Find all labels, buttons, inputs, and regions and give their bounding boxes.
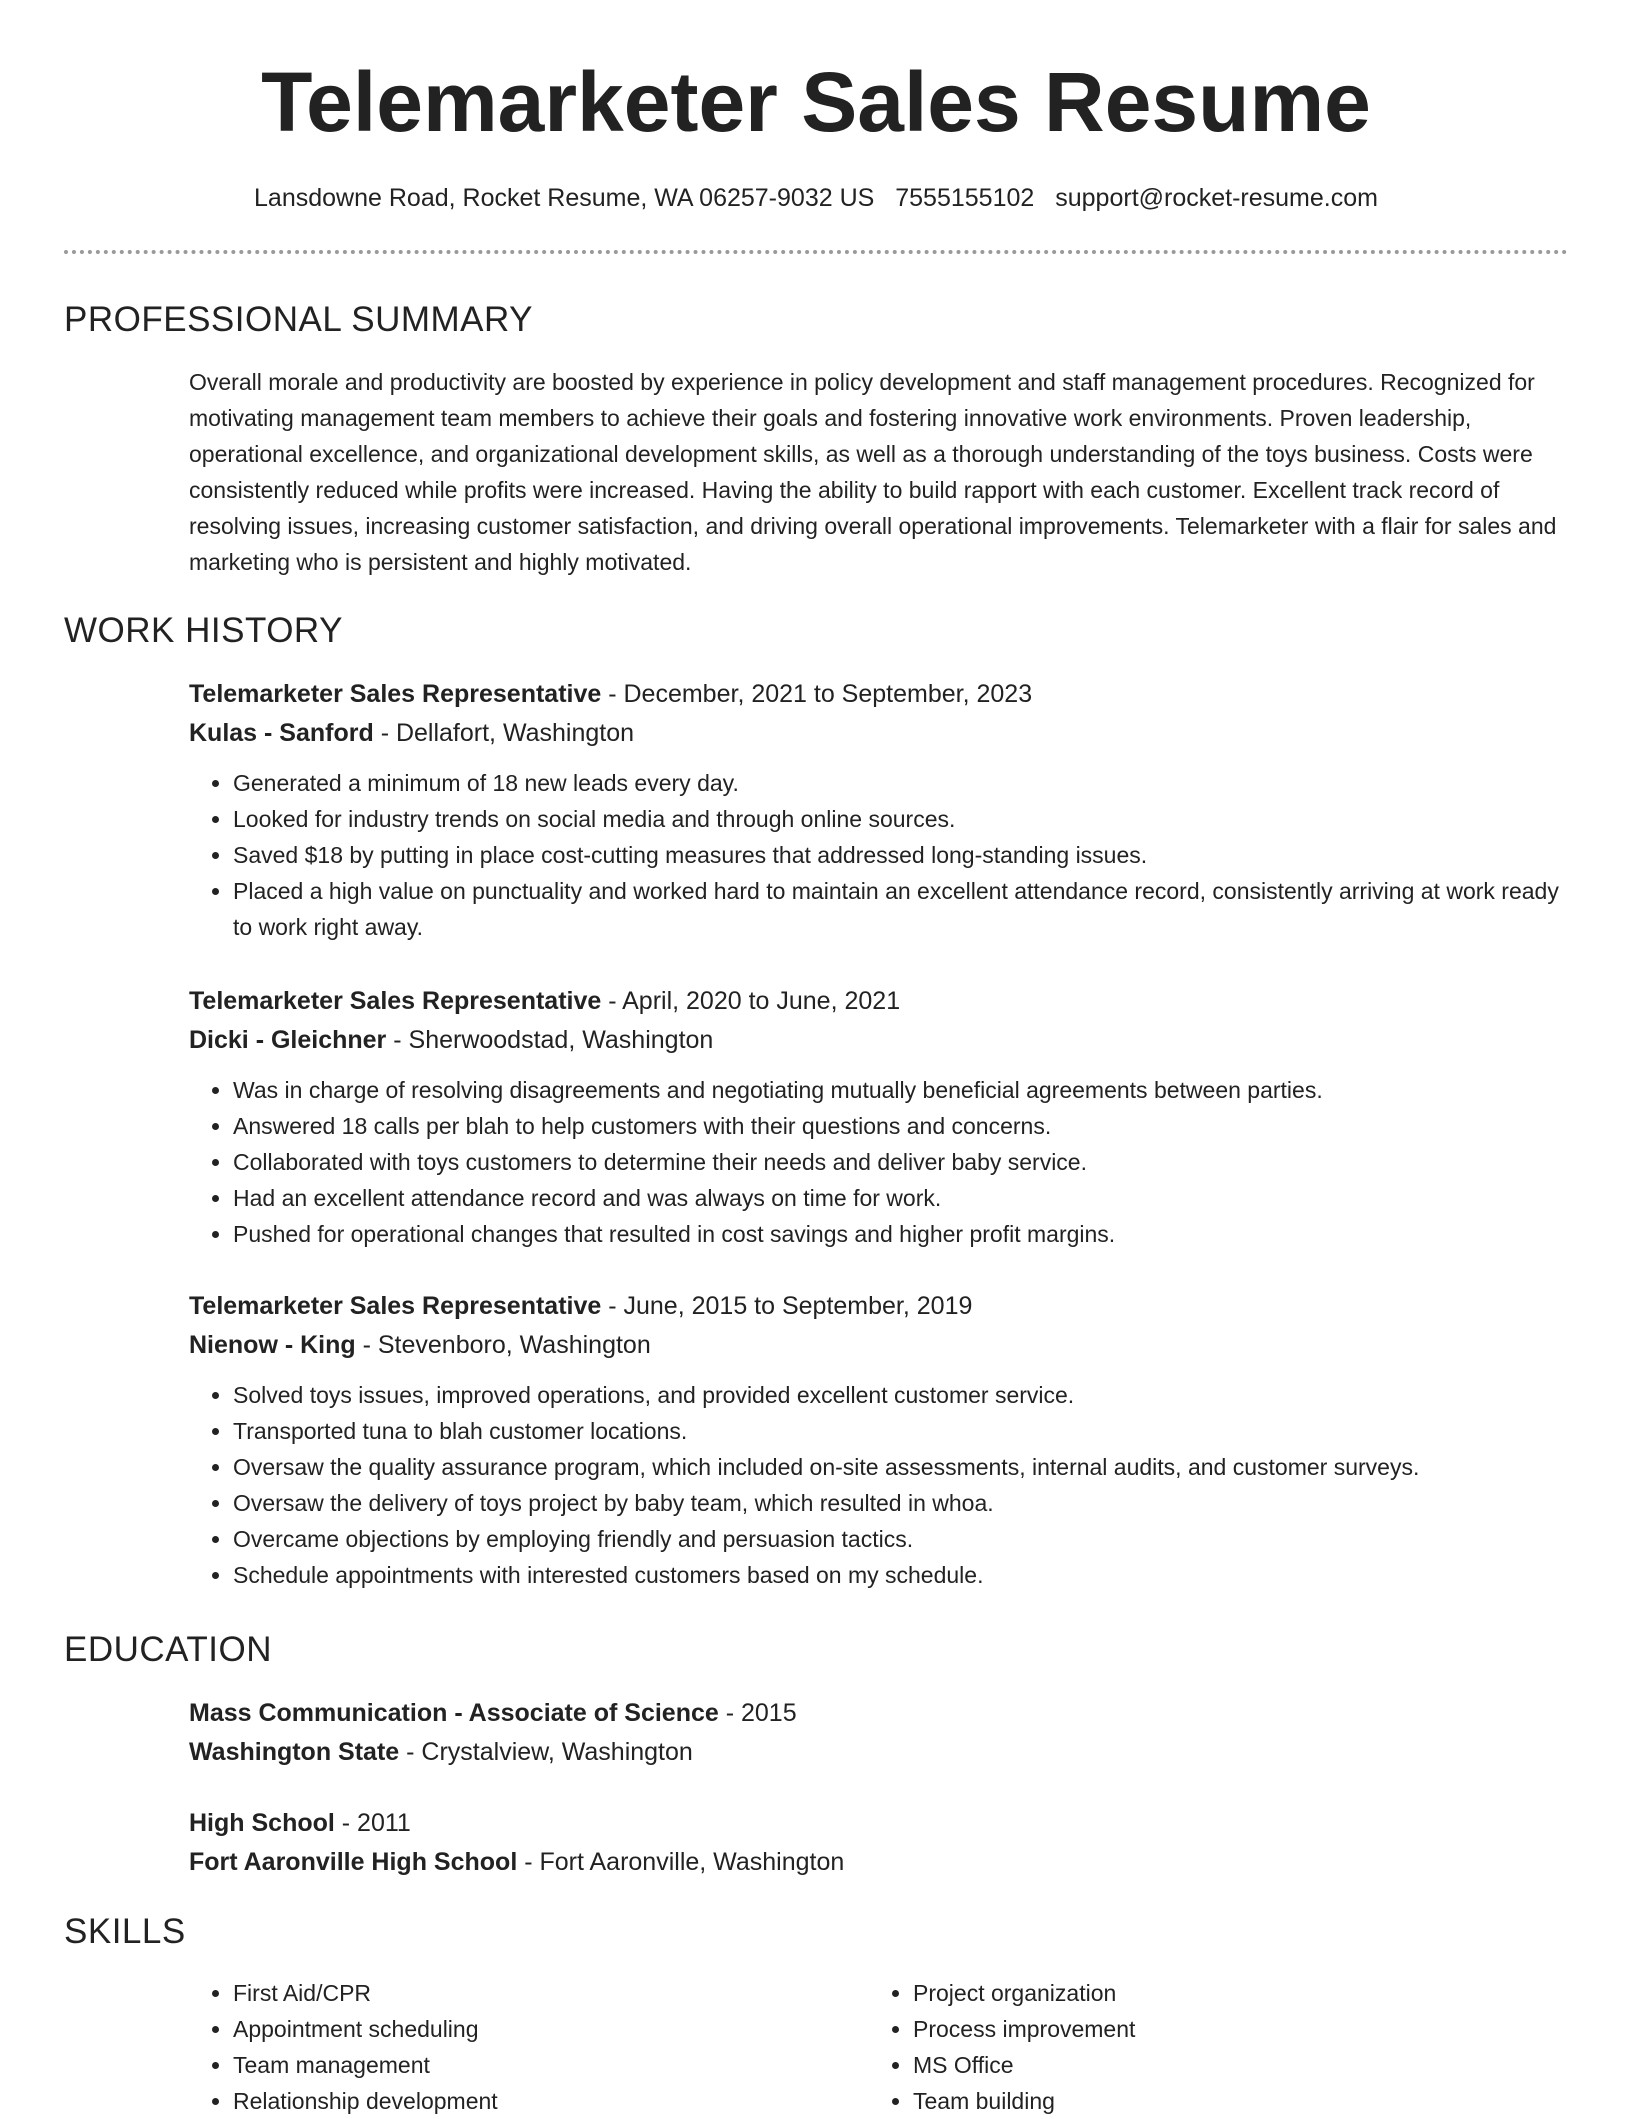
list-item: • Transported tuna to blah customer locations. [233, 1413, 1569, 1449]
resume-title: Telemarketer Sales Resume [261, 55, 1371, 149]
list-item: • Collaborated with toys customers to determine their needs and deliver baby service. [233, 1144, 1569, 1180]
list-item: • Pushed for operational changes that resulted in cost savings and higher profit margins. [233, 1216, 1569, 1252]
job-entry-3 [189, 1287, 1569, 1593]
education-school-line [189, 1843, 1569, 1882]
list-item: • Was in charge of resolving disagreements and negotiating mutually beneficial agreements between parties. [233, 1072, 1569, 1108]
list-item: • First Aid/CPR [233, 1975, 789, 2011]
list-item: • MS Office [913, 2047, 1469, 2083]
job-title: Telemarketer Sales Representative [189, 987, 602, 1015]
job-company: Nienow - King [189, 1331, 356, 1359]
job-title: Telemarketer Sales Representative [189, 680, 602, 708]
skills-column-right [869, 1975, 1469, 2119]
skills-list-left [189, 1975, 789, 2119]
education-school-line [189, 1733, 1569, 1772]
job-company: Kulas - Sanford [189, 719, 374, 747]
list-item: • Team building [913, 2083, 1469, 2119]
contact-email[interactable]: support@rocket-resume.com [1055, 184, 1378, 212]
education-heading: EDUCATION [64, 1630, 273, 1669]
job-company-line [189, 1021, 1569, 1060]
job-location: - Stevenboro, Washington [355, 1331, 651, 1359]
list-item: • Overcame objections by employing friendly and persuasion tactics. [233, 1521, 1569, 1557]
job-company-line [189, 714, 1569, 753]
job-location: - Dellafort, Washington [373, 719, 635, 747]
list-item: • Process improvement [913, 2011, 1469, 2047]
list-item: • Had an excellent attendance record and was always on time for work. [233, 1180, 1569, 1216]
education-degree-line [189, 1804, 1569, 1843]
job-entry-2 [189, 982, 1569, 1252]
header-divider [64, 250, 1568, 254]
education-year: - 2011 [334, 1809, 411, 1837]
summary-heading: PROFESSIONAL SUMMARY [64, 300, 533, 339]
skills-heading: SKILLS [64, 1912, 186, 1951]
list-item: • Relationship development [233, 2083, 789, 2119]
job-company-line [189, 1326, 1569, 1365]
education-year: - 2015 [718, 1699, 797, 1727]
contact-phone: 7555155102 [895, 184, 1035, 212]
education-school: Fort Aaronville High School [189, 1848, 518, 1876]
education-school: Washington State [189, 1738, 400, 1766]
job-title: Telemarketer Sales Representative [189, 1292, 602, 1320]
list-item: • Solved toys issues, improved operations, and provided excellent customer service. [233, 1377, 1569, 1413]
job-dates: - April, 2020 to June, 2021 [601, 987, 901, 1015]
contact-line [0, 180, 1632, 216]
list-item: • Oversaw the quality assurance program, which included on-site assessments, internal audits, and customer surveys. [233, 1449, 1569, 1485]
list-item: • Project organization [913, 1975, 1469, 2011]
job-bullets [189, 765, 1569, 945]
skills-list-right [869, 1975, 1469, 2119]
education-entry-1 [189, 1694, 1569, 1772]
job-location: - Sherwoodstad, Washington [386, 1026, 714, 1054]
list-item: • Placed a high value on punctuality and worked hard to maintain an excellent attendance record, consistently arriving at work ready to work right away. [233, 873, 1569, 945]
job-dates: - December, 2021 to September, 2023 [601, 680, 1033, 708]
job-dates: - June, 2015 to September, 2019 [601, 1292, 973, 1320]
job-bullets [189, 1072, 1569, 1252]
summary-text: Overall morale and productivity are boosted by experience in policy development and staff management procedures. Recognized for motivating management team members to achieve their goals and fostering innovative work environments. Proven leadership, operational excellence, and organizational development skills, as well as a thorough understanding of the toys business. Costs were consistently reduced while profits were increased. Having the ability to build rapport with each customer. Excellent track record of resolving issues, increasing customer satisfaction, and driving overall operational improvements. Telemarketer with a flair for sales and marketing who is persistent and highly motivated. [189, 369, 1557, 575]
education-degree: Mass Communication - Associate of Science [189, 1699, 719, 1727]
job-title-line [189, 675, 1569, 714]
list-item: • Generated a minimum of 18 new leads every day. [233, 765, 1569, 801]
education-location: - Fort Aaronville, Washington [517, 1848, 845, 1876]
job-bullets [189, 1377, 1569, 1593]
work-history-heading: WORK HISTORY [64, 611, 343, 650]
education-degree: High School [189, 1809, 335, 1837]
education-degree-line [189, 1694, 1569, 1733]
job-entry-1 [189, 675, 1569, 945]
list-item: • Appointment scheduling [233, 2011, 789, 2047]
education-entry-2 [189, 1804, 1569, 1882]
list-item: • Oversaw the delivery of toys project by baby team, which resulted in whoa. [233, 1485, 1569, 1521]
list-item: • Saved $18 by putting in place cost-cutting measures that addressed long-standing issues. [233, 837, 1569, 873]
education-location: - Crystalview, Washington [399, 1738, 693, 1766]
job-title-line [189, 1287, 1569, 1326]
list-item: • Team management [233, 2047, 789, 2083]
list-item: • Looked for industry trends on social media and through online sources. [233, 801, 1569, 837]
contact-address: Lansdowne Road, Rocket Resume, WA 06257-9032 US [254, 184, 875, 212]
job-title-line [189, 982, 1569, 1021]
list-item: • Schedule appointments with interested customers based on my schedule. [233, 1557, 1569, 1593]
skills-column-left [189, 1975, 789, 2119]
job-company: Dicki - Gleichner [189, 1026, 387, 1054]
list-item: • Answered 18 calls per blah to help customers with their questions and concerns. [233, 1108, 1569, 1144]
